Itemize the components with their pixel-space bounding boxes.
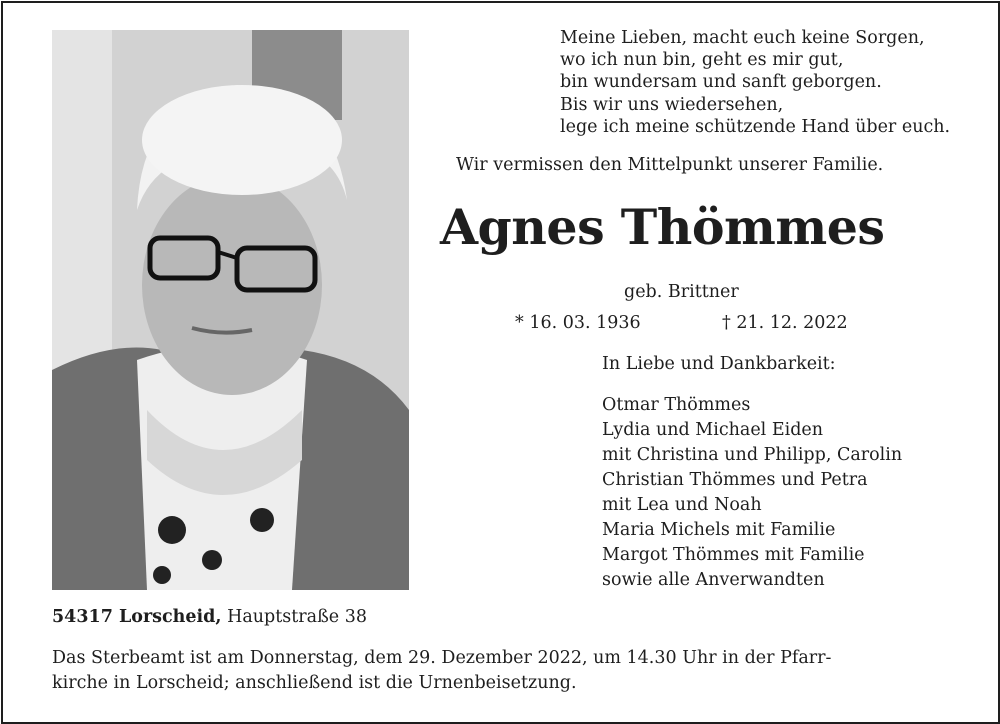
family-member: Maria Michels mit Familie [602, 520, 836, 540]
death-date: † 21. 12. 2022 [722, 313, 848, 333]
thanks-heading: In Liebe und Dankbarkeit: [602, 354, 836, 374]
family-member: sowie alle Anverwandten [602, 570, 825, 590]
poem-line: lege ich meine schützende Hand über euch. [560, 116, 951, 137]
address-place: 54317 Lorscheid, [52, 607, 222, 627]
portrait-photo [52, 30, 409, 590]
birth-date: * 16. 03. 1936 [515, 313, 641, 333]
maiden-name: geb. Brittner [624, 282, 739, 302]
address-street: Hauptstraße 38 [227, 607, 367, 627]
poem-line: wo ich nun bin, geht es mir gut, [560, 50, 844, 71]
family-member: Christian Thömmes und Petra [602, 470, 868, 490]
notice-line: kirche in Lorscheid; anschließend ist die Urnenbeisetzung. [52, 673, 577, 693]
family-list [602, 393, 902, 593]
poem [560, 27, 950, 138]
notice-line: Das Sterbeamt ist am Donnerstag, dem 29. Dezember 2022, um 14.30 Uhr in der Pfarr- [52, 648, 832, 668]
poem-line: Meine Lieben, macht euch keine Sorgen, [560, 28, 925, 48]
intro-text: Wir vermissen den Mittelpunkt unserer Familie. [456, 155, 884, 175]
family-member: Lydia und Michael Eiden [602, 420, 824, 440]
address [52, 607, 367, 627]
poem-line: bin wundersam und sanft geborgen. [560, 72, 882, 93]
poem-line: Bis wir uns wiedersehen, [560, 94, 784, 115]
family-member: Margot Thömmes mit Familie [602, 545, 865, 565]
family-member: mit Christina und Philipp, Carolin [602, 445, 903, 465]
deceased-name: Agnes Thömmes [440, 198, 885, 256]
family-member: mit Lea und Noah [602, 495, 762, 515]
family-member: Otmar Thömmes [602, 395, 751, 415]
funeral-notice [52, 646, 952, 696]
